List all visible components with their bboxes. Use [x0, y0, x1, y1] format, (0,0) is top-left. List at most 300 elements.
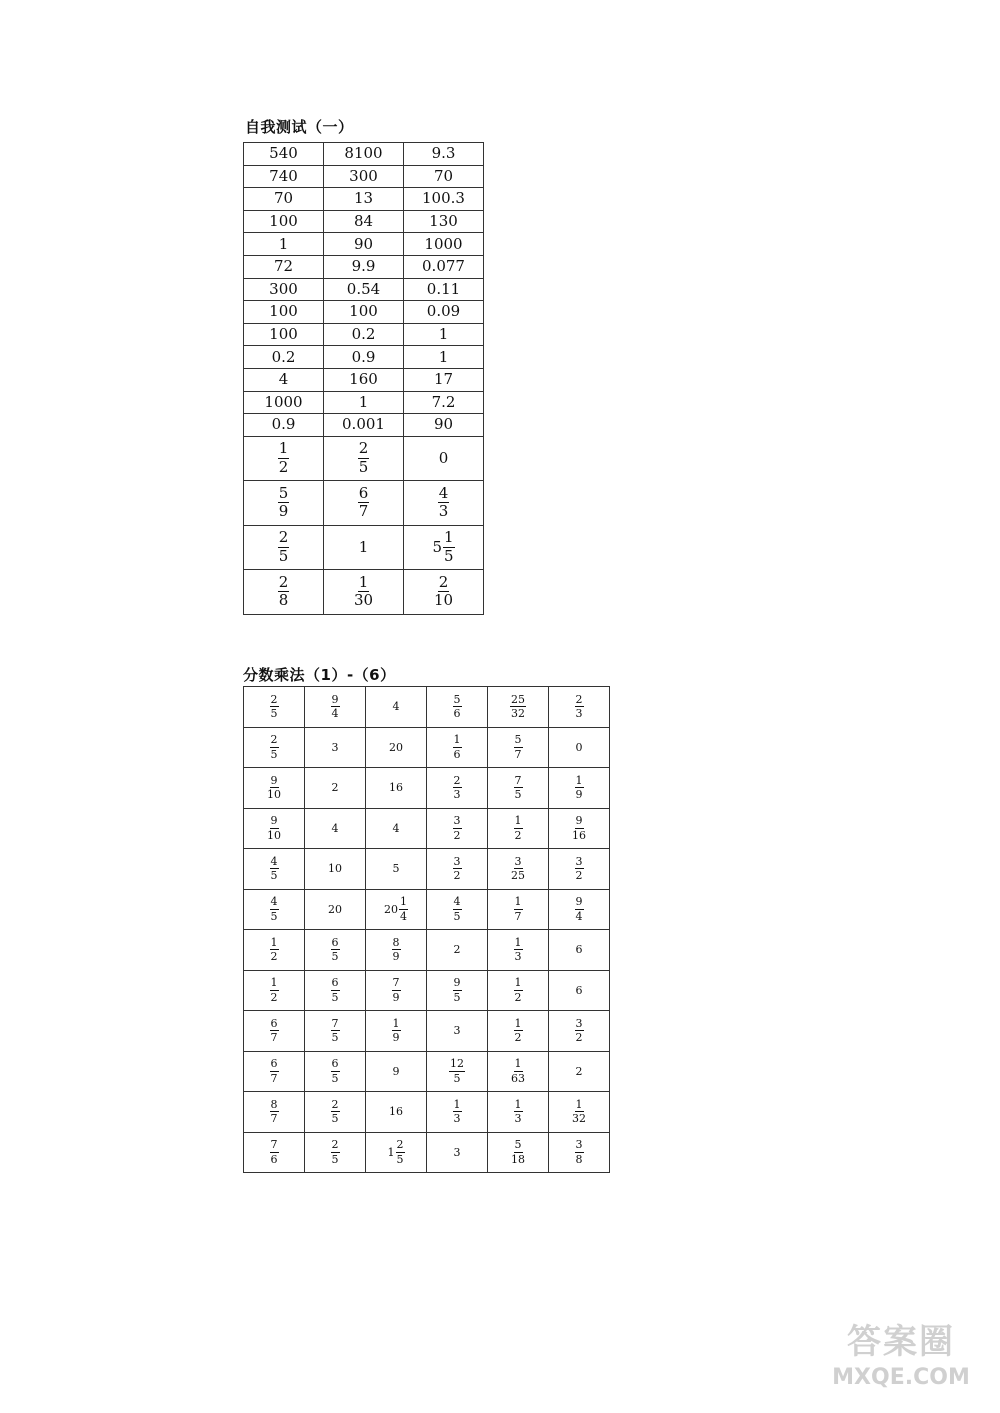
table-cell: [244, 808, 305, 849]
table-cell: 2: [549, 1051, 610, 1092]
table-cell: 540: [244, 143, 324, 166]
table-cell: 10: [305, 849, 366, 890]
denominator: 6: [453, 747, 461, 761]
fraction: [266, 775, 282, 801]
denominator: 8: [575, 1152, 583, 1166]
fraction: [331, 1139, 340, 1165]
table-cell: 1: [324, 525, 404, 570]
table-cell: 160: [324, 368, 404, 391]
table-cell: 16: [366, 1092, 427, 1133]
table-cell: 9.3: [404, 143, 484, 166]
numerator: 1: [514, 814, 522, 828]
denominator: 5: [331, 1071, 339, 1085]
table-cell: 4: [366, 808, 427, 849]
table-cell: [324, 436, 404, 481]
table-cell: 3: [427, 1011, 488, 1052]
table-cell: [549, 1011, 610, 1052]
denominator: 3: [575, 707, 583, 721]
numerator: 1: [453, 733, 461, 747]
table-cell: 0: [549, 727, 610, 768]
numerator: 1: [514, 895, 522, 909]
numerator: 2: [270, 692, 278, 706]
denominator: 2: [575, 869, 583, 883]
numerator: 5: [453, 692, 461, 706]
mixed-whole: 1: [387, 1145, 395, 1159]
denominator: 6: [270, 1152, 278, 1166]
table-cell: [488, 970, 549, 1011]
numerator: 9: [453, 976, 461, 990]
numerator: 2: [278, 572, 289, 591]
table-cell: [427, 768, 488, 809]
denominator: 2: [514, 828, 522, 842]
denominator: 32: [511, 707, 525, 721]
denominator: 3: [514, 1112, 522, 1126]
denominator: 7: [514, 747, 522, 761]
denominator: 9: [278, 502, 289, 521]
table-row: [244, 278, 484, 301]
fraction: [270, 1099, 279, 1125]
mixed-number: [384, 896, 408, 922]
fraction: [331, 977, 340, 1003]
fraction: [575, 896, 584, 922]
denominator: 5: [444, 546, 454, 565]
fraction: [270, 1018, 279, 1044]
fraction: [510, 856, 526, 882]
fraction: [331, 1058, 340, 1084]
table-cell: [488, 849, 549, 890]
table-cell: [366, 889, 427, 930]
table-cell: [366, 1011, 427, 1052]
table-cell: 7.2: [404, 391, 484, 414]
table-row: [244, 930, 610, 971]
denominator: 5: [270, 707, 278, 721]
numerator: 8: [270, 1097, 278, 1111]
table-cell: 0: [404, 436, 484, 481]
fraction: [358, 483, 370, 521]
fraction: [270, 694, 279, 720]
fraction: [575, 775, 584, 801]
denominator: 4: [575, 909, 583, 923]
table-cell: [488, 1092, 549, 1133]
table-cell: [244, 1132, 305, 1173]
numerator: 2: [358, 439, 369, 458]
numerator: 1: [392, 1016, 400, 1030]
table-row: [244, 143, 484, 166]
numerator: 2: [438, 572, 449, 591]
denominator: 10: [433, 591, 454, 610]
fraction: [443, 530, 455, 565]
table-cell: [427, 727, 488, 768]
table-cell: 4: [366, 687, 427, 728]
table-cell: [488, 1051, 549, 1092]
table-cell: 90: [404, 414, 484, 437]
table-cell: [488, 930, 549, 971]
denominator: 2: [278, 457, 289, 476]
numerator: 4: [453, 895, 461, 909]
table-row: [244, 188, 484, 211]
table-cell: 3: [305, 727, 366, 768]
numerator: 2: [331, 1097, 339, 1111]
table-cell: [244, 768, 305, 809]
numerator: 7: [514, 773, 522, 787]
table-cell: 5: [366, 849, 427, 890]
numerator: 4: [270, 895, 278, 909]
numerator: 6: [270, 1057, 278, 1071]
table-cell: 300: [324, 165, 404, 188]
table-row: [244, 391, 484, 414]
table-row: [244, 481, 484, 526]
table-cell: 70: [404, 165, 484, 188]
numerator: 1: [400, 895, 407, 909]
fraction: [453, 815, 462, 841]
table-row: [244, 889, 610, 930]
fraction: [358, 441, 370, 476]
table-cell: 72: [244, 255, 324, 278]
fraction: [438, 483, 450, 521]
numerator: 7: [331, 1016, 339, 1030]
table-cell: [244, 525, 324, 570]
fraction: [392, 937, 401, 963]
denominator: 7: [270, 1071, 278, 1085]
fraction: [575, 1018, 584, 1044]
denominator: 16: [572, 828, 586, 842]
numerator: 2: [575, 692, 583, 706]
table-cell: [427, 808, 488, 849]
table-cell: [427, 849, 488, 890]
table-cell: 4: [244, 368, 324, 391]
fraction: [575, 856, 584, 882]
table-cell: 9.9: [324, 255, 404, 278]
denominator: 7: [358, 502, 369, 521]
denominator: 4: [331, 707, 339, 721]
numerator: 1: [575, 773, 583, 787]
denominator: 2: [514, 990, 522, 1004]
numerator: 1: [575, 1097, 583, 1111]
table-cell: [305, 687, 366, 728]
denominator: 5: [270, 869, 278, 883]
numerator: 3: [575, 854, 583, 868]
table-cell: 1: [324, 391, 404, 414]
table-cell: 0.54: [324, 278, 404, 301]
table-row: [244, 768, 610, 809]
denominator: 8: [278, 591, 289, 610]
table-cell: 740: [244, 165, 324, 188]
denominator: 3: [453, 1112, 461, 1126]
table-cell: 0.077: [404, 255, 484, 278]
fraction: [510, 694, 526, 720]
fraction: [449, 1058, 465, 1084]
numerator: 1: [453, 1097, 461, 1111]
table-cell: 8100: [324, 143, 404, 166]
denominator: 5: [514, 788, 522, 802]
denominator: 5: [453, 909, 461, 923]
table-cell: [488, 1011, 549, 1052]
table-cell: [324, 481, 404, 526]
denominator: 2: [270, 950, 278, 964]
numerator: 5: [514, 733, 522, 747]
table-cell: 16: [366, 768, 427, 809]
fraction: [453, 694, 462, 720]
denominator: 9: [392, 1031, 400, 1045]
fraction: [396, 1139, 405, 1165]
table-cell: [305, 930, 366, 971]
table-cell: 2: [305, 768, 366, 809]
numerator: 4: [270, 854, 278, 868]
table-cell: [244, 1011, 305, 1052]
table-row: [244, 1132, 610, 1173]
table-row: [244, 727, 610, 768]
table-cell: [244, 930, 305, 971]
fraction: [514, 1018, 523, 1044]
fraction: [353, 572, 374, 610]
numerator: 5: [278, 483, 289, 502]
table-cell: [488, 727, 549, 768]
mixed-number: [432, 530, 454, 565]
numerator: 6: [358, 483, 369, 502]
table-row: [244, 414, 484, 437]
fraction: [453, 734, 462, 760]
denominator: 5: [270, 747, 278, 761]
table-cell: [305, 1051, 366, 1092]
table-cell: 1000: [244, 391, 324, 414]
table-row: [244, 1092, 610, 1133]
numerator: 3: [575, 1016, 583, 1030]
numerator: 5: [514, 1138, 522, 1152]
fraction: [331, 694, 340, 720]
fraction: [453, 856, 462, 882]
numerator: 9: [575, 814, 583, 828]
denominator: 10: [267, 828, 281, 842]
fraction: [514, 1099, 523, 1125]
mixed-number: [388, 1139, 405, 1165]
table-cell: [488, 768, 549, 809]
fraction: [392, 1018, 401, 1044]
table-cell: [366, 970, 427, 1011]
fraction: [571, 815, 587, 841]
table-cell: 3: [427, 1132, 488, 1173]
fraction: [278, 483, 290, 521]
mixed-whole: 20: [384, 902, 398, 916]
numerator: 2: [331, 1138, 339, 1152]
table-cell: [404, 481, 484, 526]
fraction: [453, 896, 462, 922]
fraction: [571, 1099, 587, 1125]
table-cell: [404, 570, 484, 615]
numerator: 2: [278, 528, 289, 547]
table-cell: [549, 808, 610, 849]
fraction: [331, 937, 340, 963]
table-cell: 300: [244, 278, 324, 301]
fraction: [399, 896, 408, 922]
table-cell: 90: [324, 233, 404, 256]
numerator: 6: [270, 1016, 278, 1030]
table-cell: [549, 687, 610, 728]
numerator: 3: [453, 854, 461, 868]
denominator: 5: [453, 1071, 461, 1085]
denominator: 6: [453, 707, 461, 721]
numerator: 6: [331, 935, 339, 949]
table-cell: 130: [404, 210, 484, 233]
table-row: [244, 687, 610, 728]
fraction: [575, 694, 584, 720]
numerator: 12: [450, 1057, 464, 1071]
fraction: [270, 1058, 279, 1084]
table-row: [244, 849, 610, 890]
table-cell: [244, 970, 305, 1011]
numerator: 1: [514, 1057, 522, 1071]
table-row: [244, 525, 484, 570]
table-cell: [549, 889, 610, 930]
fraction: [278, 572, 290, 610]
table-cell: 0.001: [324, 414, 404, 437]
fraction: [514, 977, 523, 1003]
numerator: 3: [514, 854, 522, 868]
denominator: 3: [453, 788, 461, 802]
table-cell: [488, 889, 549, 930]
denominator: 2: [514, 1031, 522, 1045]
numerator: 9: [575, 895, 583, 909]
denominator: 9: [392, 950, 400, 964]
table-cell: [366, 1132, 427, 1173]
table-cell: [305, 970, 366, 1011]
table-cell: [549, 849, 610, 890]
denominator: 7: [270, 1112, 278, 1126]
table-cell: 100: [244, 323, 324, 346]
table-cell: [244, 687, 305, 728]
fraction: [278, 441, 290, 476]
denominator: 5: [331, 1152, 339, 1166]
denominator: 3: [514, 950, 522, 964]
table-cell: 70: [244, 188, 324, 211]
table-cell: [244, 1092, 305, 1133]
watermark-text: 答案圈: [847, 1322, 955, 1362]
table-cell: 9: [366, 1051, 427, 1092]
table-row: [244, 808, 610, 849]
section-title-fraction-multiplication: 分数乘法（1）-（6）: [243, 666, 396, 684]
table-row: [244, 436, 484, 481]
denominator: 5: [331, 1112, 339, 1126]
fraction: [270, 937, 279, 963]
fraction: [270, 856, 279, 882]
table-row: [244, 368, 484, 391]
fraction: [453, 775, 462, 801]
table-row: [244, 255, 484, 278]
denominator: 25: [511, 869, 525, 883]
numerator: 1: [270, 935, 278, 949]
denominator: 3: [438, 502, 449, 521]
numerator: 9: [270, 773, 278, 787]
numerator: 1: [514, 1016, 522, 1030]
table-row: [244, 570, 484, 615]
watermark-url: MXQE.COM: [832, 1365, 970, 1390]
denominator: 4: [400, 909, 407, 923]
self-test-answer-table: [243, 142, 484, 615]
table-cell: [244, 1051, 305, 1092]
fraction: [270, 896, 279, 922]
denominator: 5: [358, 457, 369, 476]
numerator: 9: [331, 692, 339, 706]
table-cell: [244, 436, 324, 481]
denominator: 9: [392, 990, 400, 1004]
table-cell: 0.09: [404, 301, 484, 324]
denominator: 5: [331, 950, 339, 964]
numerator: 1: [444, 528, 454, 547]
table-cell: [324, 570, 404, 615]
fraction: [453, 977, 462, 1003]
denominator: 30: [353, 591, 374, 610]
table-cell: 100: [324, 301, 404, 324]
table-cell: 6: [549, 930, 610, 971]
table-cell: 0.11: [404, 278, 484, 301]
table-cell: [244, 849, 305, 890]
table-cell: [549, 768, 610, 809]
table-cell: [244, 481, 324, 526]
table-cell: 100.3: [404, 188, 484, 211]
table-cell: [427, 970, 488, 1011]
fraction: [270, 977, 279, 1003]
table-cell: [488, 687, 549, 728]
numerator: 7: [392, 976, 400, 990]
table-row: [244, 301, 484, 324]
table-cell: 100: [244, 210, 324, 233]
numerator: 1: [514, 935, 522, 949]
table-row: [244, 210, 484, 233]
table-row: [244, 346, 484, 369]
numerator: 1: [278, 439, 289, 458]
denominator: 7: [270, 1031, 278, 1045]
table-cell: [244, 727, 305, 768]
watermark-logo: [816, 1321, 986, 1401]
table-cell: [305, 1011, 366, 1052]
numerator: 1: [514, 1097, 522, 1111]
numerator: 4: [438, 483, 449, 502]
table-cell: [488, 808, 549, 849]
mixed-whole: 5: [432, 537, 442, 556]
table-cell: 1: [404, 323, 484, 346]
numerator: 2: [396, 1138, 404, 1152]
denominator: 2: [453, 869, 461, 883]
numerator: 3: [575, 1138, 583, 1152]
denominator: 5: [396, 1152, 404, 1166]
numerator: 6: [331, 1057, 339, 1071]
table-cell: 2: [427, 930, 488, 971]
table-cell: 1000: [404, 233, 484, 256]
denominator: 9: [575, 788, 583, 802]
numerator: 2: [270, 733, 278, 747]
fraction: [514, 815, 523, 841]
denominator: 10: [267, 788, 281, 802]
denominator: 5: [270, 909, 278, 923]
table-cell: 84: [324, 210, 404, 233]
table-cell: 0.2: [244, 346, 324, 369]
numerator: 8: [392, 935, 400, 949]
table-cell: 20: [305, 889, 366, 930]
numerator: 7: [270, 1138, 278, 1152]
table-cell: 17: [404, 368, 484, 391]
table-cell: [366, 930, 427, 971]
table-cell: 1: [244, 233, 324, 256]
table-cell: [305, 1092, 366, 1133]
table-cell: 0.9: [244, 414, 324, 437]
fraction: [433, 572, 454, 610]
fraction: [270, 1139, 279, 1165]
denominator: 5: [453, 990, 461, 1004]
denominator: 5: [331, 1031, 339, 1045]
table-cell: 1: [404, 346, 484, 369]
fraction: [266, 815, 282, 841]
denominator: 2: [575, 1031, 583, 1045]
numerator: 2: [453, 773, 461, 787]
